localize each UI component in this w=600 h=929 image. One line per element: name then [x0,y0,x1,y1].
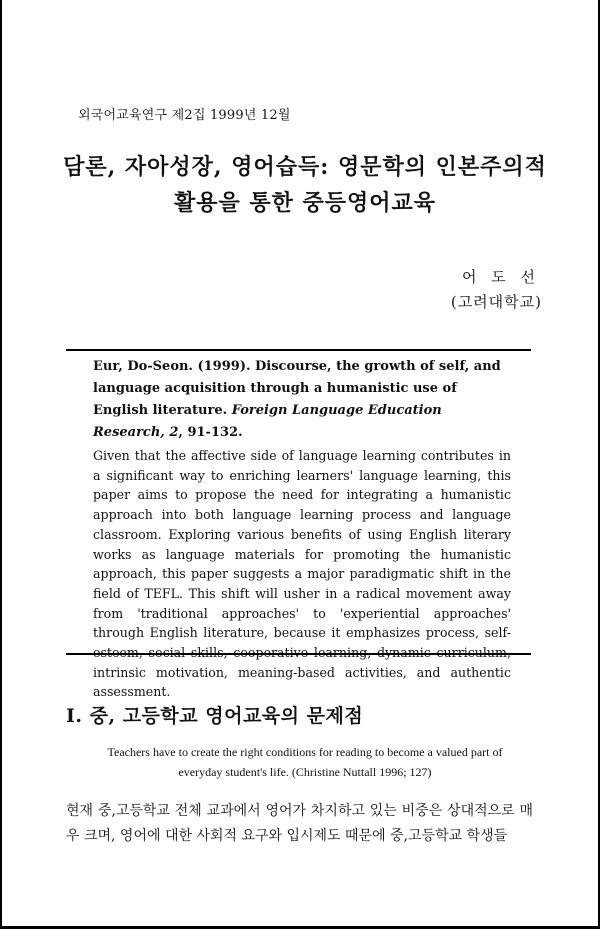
epigraph-line-2: everyday student's life. (Christine Nuttall 1996; 127) [178,765,432,779]
epigraph [80,742,530,782]
paper-title-line-2: 활용을 통한 중등영어교육 [173,190,437,216]
citation-journal: Foreign Language Education Research, 2 [93,403,442,440]
journal-header: 외국어교육연구 제2집 1999년 12월 [78,108,291,123]
abstract-bottom-rule [66,653,531,655]
author-name: 어 도 선 [461,268,540,286]
paper-title-line-1: 담론, 자아성장, 영어습득: 영문학의 인본주의적 [63,154,547,180]
abstract-text: Given that the affective side of language learning contributes in a significant way to enriching learners' language learning, this paper aims to propose the need for integrating a humanistic approach into both language learning process and language classroom. Exploring various benefits of using English literary works as language materials for promoting the humanistic approach, this paper suggests a major paradigmatic shift in the field of TEFL. This shift will usher in a radical movement away from 'traditional approaches' to 'experiential approaches' through English literature, because it emphasizes process, self- intrinsic motivation, meaning-based activities, and authentic assessment. [93,448,511,700]
body-paragraph: 현재 중,고등학교 전체 교과에서 영어가 차지하고 있는 비중은 상대적으로 매우 크며, 영어에 대한 사회적 요구와 입시제도 때문에 중,고등학교 학생들 [66,803,533,844]
citation-authors: Eur, Do-Seon. (1999). [93,359,256,374]
citation-pages: , 91-132. [178,425,243,440]
citation-title: Discourse, the growth of self, and language acquisition through a humanistic use of English literature. [93,359,501,418]
author-affiliation: (고려대학교) [450,293,542,311]
abstract-top-rule [66,349,531,351]
page-border-left [0,0,2,929]
citation [93,356,513,444]
section-heading: I. 중, 고등학교 영어교육의 문제점 [66,705,364,727]
epigraph-line-1: Teachers have to create the right conditions for reading to become a valued part of [107,745,503,759]
